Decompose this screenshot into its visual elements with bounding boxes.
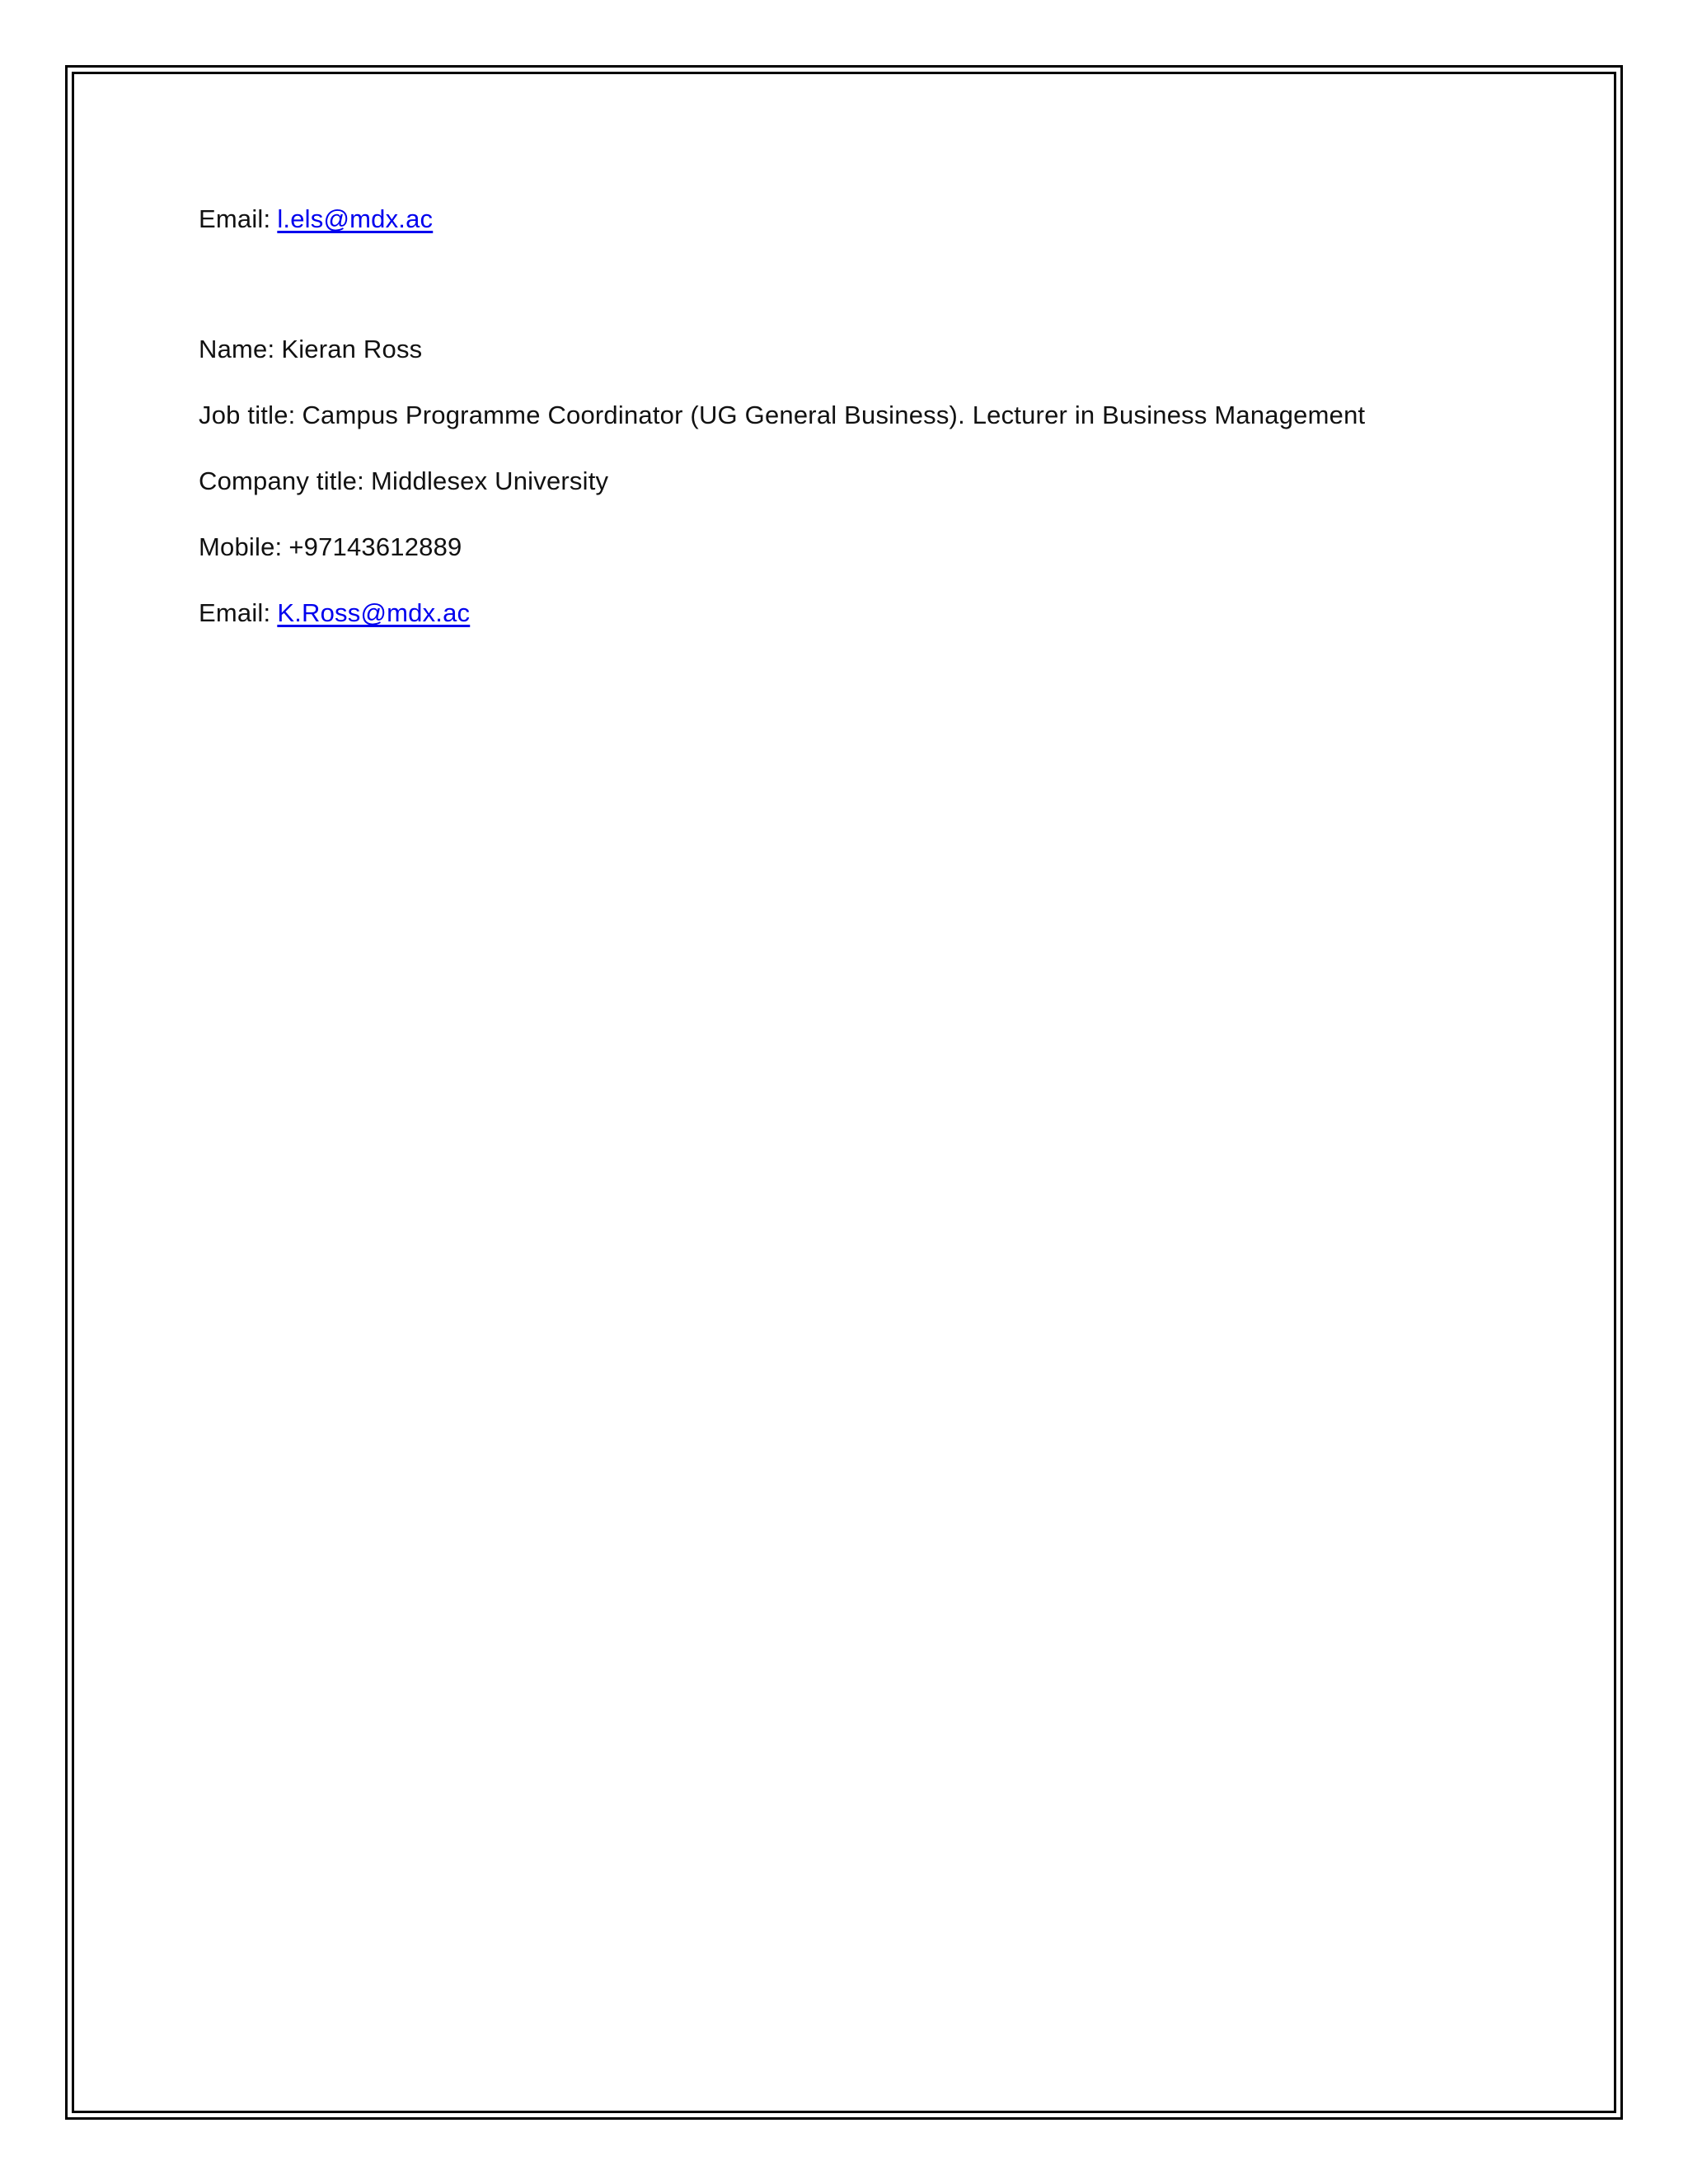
company-line <box>199 465 608 498</box>
page-border-inner <box>72 72 1616 2113</box>
previous-email-line <box>199 203 433 236</box>
mobile-value: +97143612889 <box>288 532 462 561</box>
company-value: Middlesex University <box>370 466 609 495</box>
mobile-line <box>199 531 462 564</box>
name-value: Kieran Ross <box>281 335 423 363</box>
email-link[interactable]: K.Ross@mdx.ac <box>277 598 471 627</box>
name-label: Name: <box>199 335 275 363</box>
job-title-value: Campus Programme Coordinator (UG General Business). Lecturer in Business Management <box>302 401 1366 429</box>
email-line <box>199 597 470 630</box>
job-title-label: Job title: <box>199 401 296 429</box>
mobile-label: Mobile: <box>199 532 283 561</box>
name-line <box>199 333 422 366</box>
company-label: Company title: <box>199 466 364 495</box>
previous-email-link[interactable]: l.els@mdx.ac <box>277 204 434 233</box>
previous-email-label: Email: <box>199 204 271 233</box>
job-title-line <box>199 399 1365 432</box>
email-label: Email: <box>199 598 271 627</box>
